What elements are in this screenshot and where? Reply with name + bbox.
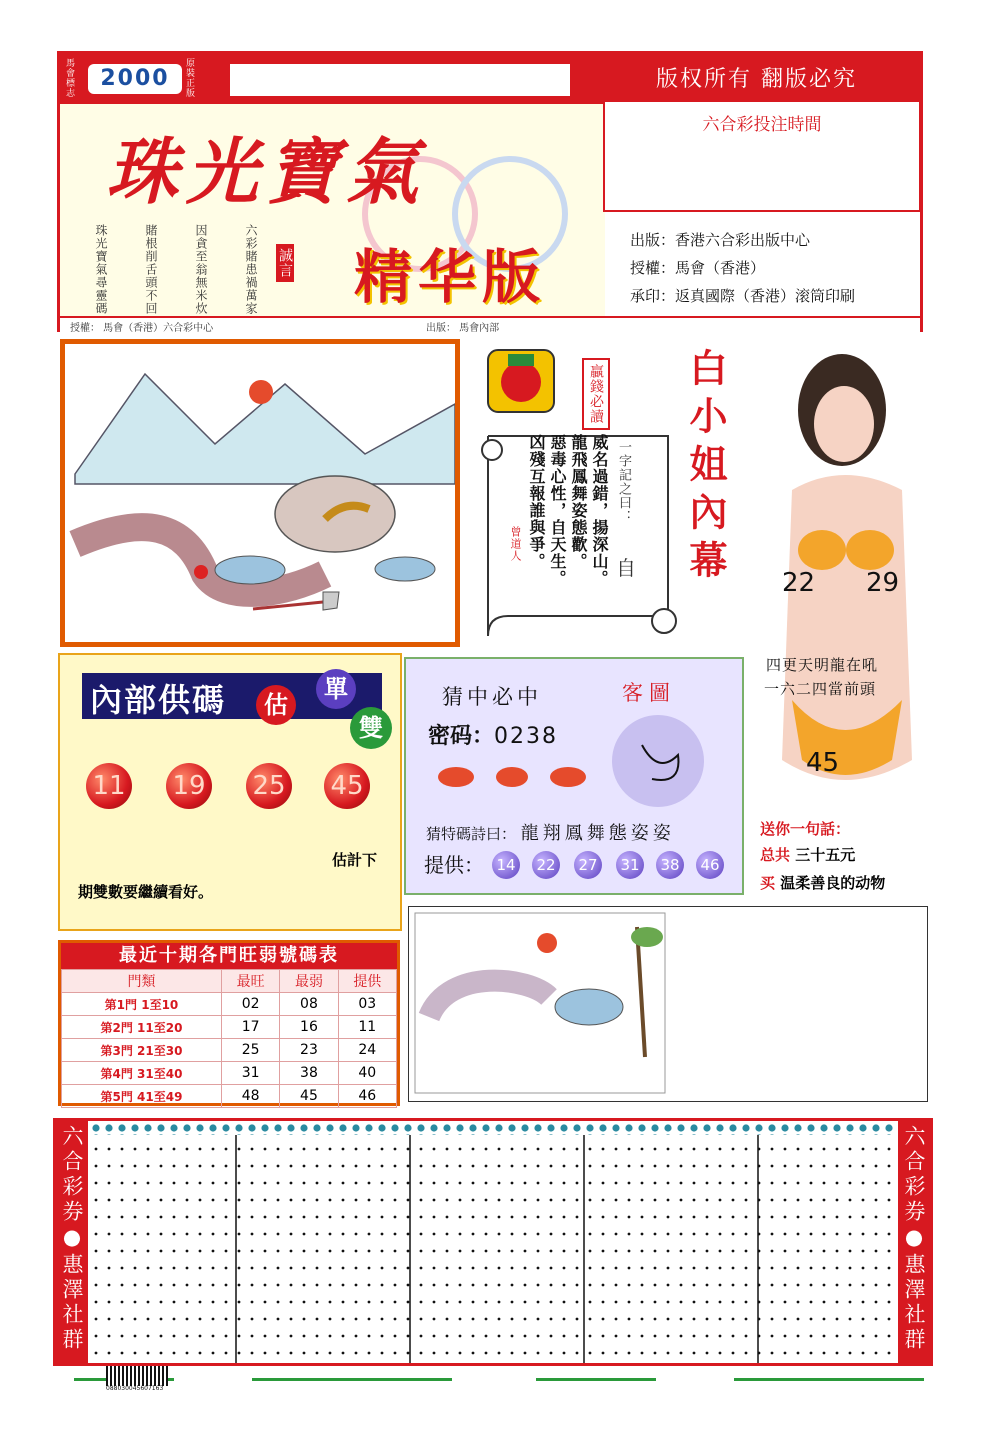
inside-ball-4: 45	[324, 763, 370, 809]
guess-panel	[404, 657, 744, 895]
lady-num-b: 29	[866, 568, 900, 598]
gate-from: 31	[137, 1066, 154, 1081]
orig-label: 原裝正版	[184, 58, 194, 98]
code-value: 0238	[494, 724, 559, 749]
th-gate: 門類	[62, 970, 222, 993]
left-sidebar-text: 六合彩券●惠澤社群	[60, 1125, 84, 1353]
bet-time-label: 六合彩投注時間	[702, 115, 822, 135]
info-key: 承印	[630, 287, 661, 305]
lady-row-1	[760, 844, 855, 865]
table-row: 第3門 21至30 25 23 24	[62, 1039, 397, 1062]
cold-value: 16	[280, 1016, 338, 1039]
footer-line-mid	[252, 1378, 452, 1381]
subtitle: 精华版	[354, 243, 547, 311]
gate-to: 10	[161, 997, 179, 1012]
cold-value: 23	[280, 1039, 338, 1062]
foot-left: 授權： 馬會（香港）六合彩中心	[70, 323, 214, 334]
th-give: 提供	[338, 970, 396, 993]
provide-ball-3: 27	[574, 851, 602, 879]
right-sidebar-text: 六合彩券●惠澤社群	[902, 1125, 926, 1353]
win-fist-icon	[484, 346, 558, 416]
hot-value: 17	[221, 1016, 279, 1039]
provide-ball-6: 46	[696, 851, 724, 879]
hot-value: 25	[221, 1039, 279, 1062]
guess-title: 猜中必中	[442, 685, 542, 709]
guess-poem-text: 龍翔鳳舞態姿姿	[520, 823, 675, 844]
hot-cold-table-panel	[58, 940, 400, 1106]
kerotu-label: 客圖	[622, 681, 676, 705]
poem-line-1: 威名過錯，揚深山。	[590, 434, 609, 587]
table-row: 第5門 41至49 48 45 46	[62, 1085, 397, 1108]
gate-label: 第3門	[100, 1043, 133, 1058]
poem-line-4: 凶殘互報誰與爭。	[527, 434, 546, 570]
number-grid-panel	[53, 1118, 933, 1366]
lady-row-2-key: 买	[760, 874, 776, 892]
hot-value: 02	[221, 993, 279, 1016]
give-value: 46	[338, 1085, 396, 1108]
landscape-panel-1	[60, 339, 460, 647]
badge-shuang: 雙	[350, 707, 392, 749]
provide-ball-1: 14	[492, 851, 520, 879]
lady-line-1: 四更天明龍在吼	[766, 656, 879, 674]
mark-label: 馬會標志	[64, 58, 74, 98]
gate-from: 1	[141, 997, 150, 1012]
brand-logo: 2000	[88, 64, 182, 94]
header-foot	[60, 316, 920, 334]
motto-col-2: 賭根削舌頭不回	[144, 224, 158, 315]
motto-col-4: 六彩賭患禍萬家	[244, 224, 258, 315]
cold-value: 08	[280, 993, 338, 1016]
header-body	[60, 104, 605, 316]
zodiac-animals-icon	[434, 759, 594, 793]
provide-ball-2: 22	[532, 851, 560, 879]
hot-value: 48	[221, 1085, 279, 1108]
gate-label: 第5門	[100, 1089, 133, 1104]
poem-char: 自	[616, 556, 636, 580]
copyright-text: 版权所有 翻版必究	[656, 67, 857, 92]
lady-title: 白小姐內幕	[683, 348, 728, 588]
lady-row-1-key: 总共	[760, 846, 791, 864]
guess-poem-row	[426, 819, 675, 845]
poem-title: 一字記之曰：	[616, 440, 631, 524]
model-photo	[752, 340, 934, 810]
gate-from: 21	[137, 1043, 154, 1058]
inside-title: 內部供碼	[90, 681, 227, 719]
inside-ball-3: 25	[246, 763, 292, 809]
th-cold: 最弱	[280, 970, 338, 993]
badge-dan: 單	[316, 669, 356, 709]
gate-to: 20	[165, 1020, 183, 1035]
table-row: 第2門 11至20 17 16 11	[62, 1016, 397, 1039]
guess-poem-label: 猜特碼詩曰：	[426, 825, 517, 843]
info-value: 馬會（香港）	[675, 259, 766, 277]
barcode	[106, 1366, 168, 1386]
info-value: 香港六合彩出版中心	[675, 231, 811, 249]
poem-line-2: 龍飛鳳舞姿態歡。	[569, 434, 588, 570]
gate-from: 41	[137, 1089, 154, 1104]
poem-scroll	[468, 416, 688, 642]
gate-to: 40	[165, 1066, 183, 1081]
lady-row-2-value: 温柔善良的动物	[780, 874, 886, 892]
poem-author: 曾道人	[509, 526, 522, 562]
lady-send-label: 送你一句話：	[760, 820, 851, 838]
give-value: 24	[338, 1039, 396, 1062]
inside-ball-1: 11	[86, 763, 132, 809]
dot-grid	[90, 1123, 896, 1363]
header-strip	[60, 54, 920, 104]
main-title	[106, 114, 426, 218]
hot-value: 31	[221, 1062, 279, 1085]
info-key: 出版	[630, 231, 661, 249]
info-row-publish: 出版：香港六合彩出版中心	[630, 231, 811, 249]
blank-panel	[230, 64, 570, 96]
guess-sketch	[612, 715, 704, 807]
provide-ball-4: 31	[616, 851, 644, 879]
inside-ball-2: 19	[166, 763, 212, 809]
barcode-digits: 088030045607163	[106, 1385, 164, 1392]
table-title: 最近十期各門旺弱號碼表	[61, 943, 397, 969]
inside-code-panel	[58, 653, 402, 931]
main-title-text: 珠光寶氣	[106, 129, 427, 214]
gate-to: 49	[165, 1089, 183, 1104]
gate-to: 30	[165, 1043, 183, 1058]
info-key: 授權	[630, 259, 661, 277]
provide-label: 提供：	[424, 853, 484, 877]
table-row: 第1門 1至10 02 08 03	[62, 993, 397, 1016]
header	[57, 51, 923, 332]
table-row: 第4門 31至40 31 38 40	[62, 1062, 397, 1085]
inside-note: 期雙數要繼續看好。	[78, 883, 214, 901]
motto-col-1: 珠光寶氣尋靈碼	[94, 224, 108, 315]
left-sidebar	[56, 1121, 88, 1363]
gate-from: 11	[137, 1020, 154, 1035]
lady-row-1-value: 三十五元	[795, 846, 856, 864]
inside-estimate: 估計下	[332, 851, 378, 869]
lady-line-2: 一六二四當前頭	[764, 680, 877, 698]
provide-ball-5: 38	[656, 851, 684, 879]
landscape-illustration-2	[409, 907, 669, 1097]
lady-num-a: 22	[782, 568, 816, 598]
win-tag: 贏錢必讀	[582, 358, 610, 430]
hot-cold-table	[61, 969, 397, 1108]
poem-line-3: 惡毒心性，自天生。	[548, 434, 567, 587]
gate-label: 第2門	[100, 1020, 133, 1035]
bet-time-box	[603, 100, 921, 212]
foot-right: 出版： 馬會內部	[426, 323, 500, 334]
footer-line-end	[734, 1378, 924, 1381]
lady-row-2	[760, 872, 885, 893]
cold-value: 38	[280, 1062, 338, 1085]
table-header-row	[62, 970, 397, 993]
landscape-illustration-1	[65, 344, 455, 642]
footer-line-right	[536, 1378, 656, 1381]
motto-tag: 誠言	[276, 244, 294, 282]
info-row-auth: 授權：馬會（香港）	[630, 259, 766, 277]
landscape-panel-2	[408, 906, 928, 1102]
th-hot: 最旺	[221, 970, 279, 993]
publisher-info	[630, 226, 855, 310]
badge-gu: 估	[256, 685, 296, 725]
cold-value: 45	[280, 1085, 338, 1108]
code-row	[428, 719, 558, 750]
gate-label: 第1門	[104, 997, 138, 1012]
gate-label: 第4門	[100, 1066, 133, 1081]
give-value: 11	[338, 1016, 396, 1039]
lady-num-c: 45	[806, 748, 840, 778]
info-row-print: 承印：返真國際（香港）滚筒印刷	[630, 287, 856, 305]
code-label: 密码：	[428, 724, 495, 749]
give-value: 40	[338, 1062, 396, 1085]
motto-col-3: 因貪至翁無米炊	[194, 224, 208, 315]
give-value: 03	[338, 993, 396, 1016]
right-sidebar	[898, 1121, 930, 1363]
info-value: 返真國際（香港）滚筒印刷	[675, 287, 856, 305]
